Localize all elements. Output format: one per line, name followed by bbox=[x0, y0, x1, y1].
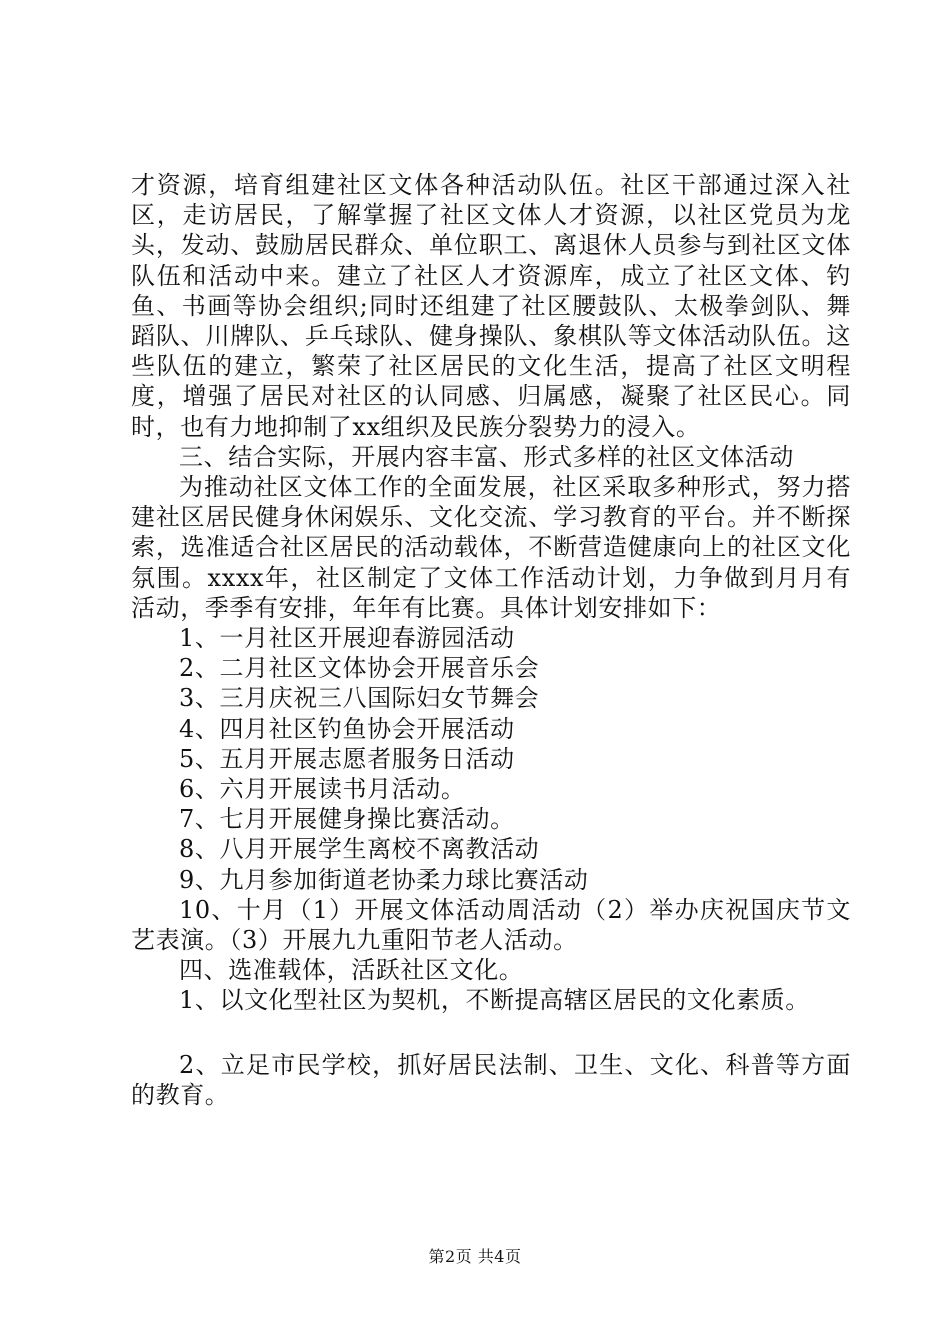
plan-item-4: 4、四月社区钓鱼协会开展活动 bbox=[179, 714, 515, 743]
carrier-item-2: 2、立足市民学校，抓好居民法制、卫生、文化、科普等方面的教育。 bbox=[131, 1050, 851, 1109]
plan-item-10: 10、十月（1）开展文体活动周活动（2）举办庆祝国庆节文艺表演。（3）开展九九重阳节老人活动。 bbox=[131, 895, 851, 955]
section-heading-3: 三、结合实际，开展内容丰富、形式多样的社区文体活动 bbox=[179, 442, 794, 471]
plan-item-9: 9、九月参加街道老协柔力球比赛活动 bbox=[179, 865, 589, 894]
paragraph-talent-resources: 才资源，培育组建社区文体各种活动队伍。社区干部通过深入社区，走访居民，了解掌握了社区文体人才资源，以社区党员为龙头，发动、鼓励居民群众、单位职工、离退休人员参与到社区文体队伍和活动中来。建立了社区人才资源库，成立了社区文体、钓鱼、书画等协会组织;同时还组建了社区腰鼓队、太极拳剑队、舞蹈队、川牌队、乒乓球队、健身操队、象棋队等文体活动队伍。这些队伍的建立，繁荣了社区居民的文化生活，提高了社区文明程度，增强了居民对社区的认同感、归属感，凝聚了社区民心。同时，也有力地抑制了xx组织及民族分裂势力的浸入。 bbox=[131, 171, 851, 441]
document-body bbox=[131, 170, 851, 1110]
plan-item-8: 8、八月开展学生离校不离教活动 bbox=[179, 835, 540, 864]
page-footer: 第2页 共4页 bbox=[428, 1247, 522, 1266]
paragraph-spacer bbox=[131, 1016, 851, 1050]
plan-item-5: 5、五月开展志愿者服务日活动 bbox=[179, 744, 515, 773]
plan-item-2: 2、二月社区文体协会开展音乐会 bbox=[179, 654, 540, 683]
plan-item-1: 1、一月社区开展迎春游园活动 bbox=[179, 624, 515, 653]
plan-item-3: 3、三月庆祝三八国际妇女节舞会 bbox=[179, 684, 540, 713]
paragraph-activities-intro: 为推动社区文体工作的全面发展，社区采取多种形式，努力搭建社区居民健身休闲娱乐、文化交流、学习教育的平台。并不断探索，选准适合社区居民的活动载体，不断营造健康向上的社区文化氛围。xxxx年，社区制定了文体工作活动计划，力争做到月月有活动，季季有安排，年年有比赛。具体计划安排如下： bbox=[131, 473, 851, 622]
carrier-item-1: 1、以文化型社区为契机，不断提高辖区居民的文化素质。 bbox=[179, 986, 810, 1015]
plan-item-7: 7、七月开展健身操比赛活动。 bbox=[179, 805, 515, 834]
plan-item-6: 6、六月开展读书月活动。 bbox=[179, 775, 466, 804]
section-heading-4: 四、选准载体，活跃社区文化。 bbox=[179, 956, 524, 985]
